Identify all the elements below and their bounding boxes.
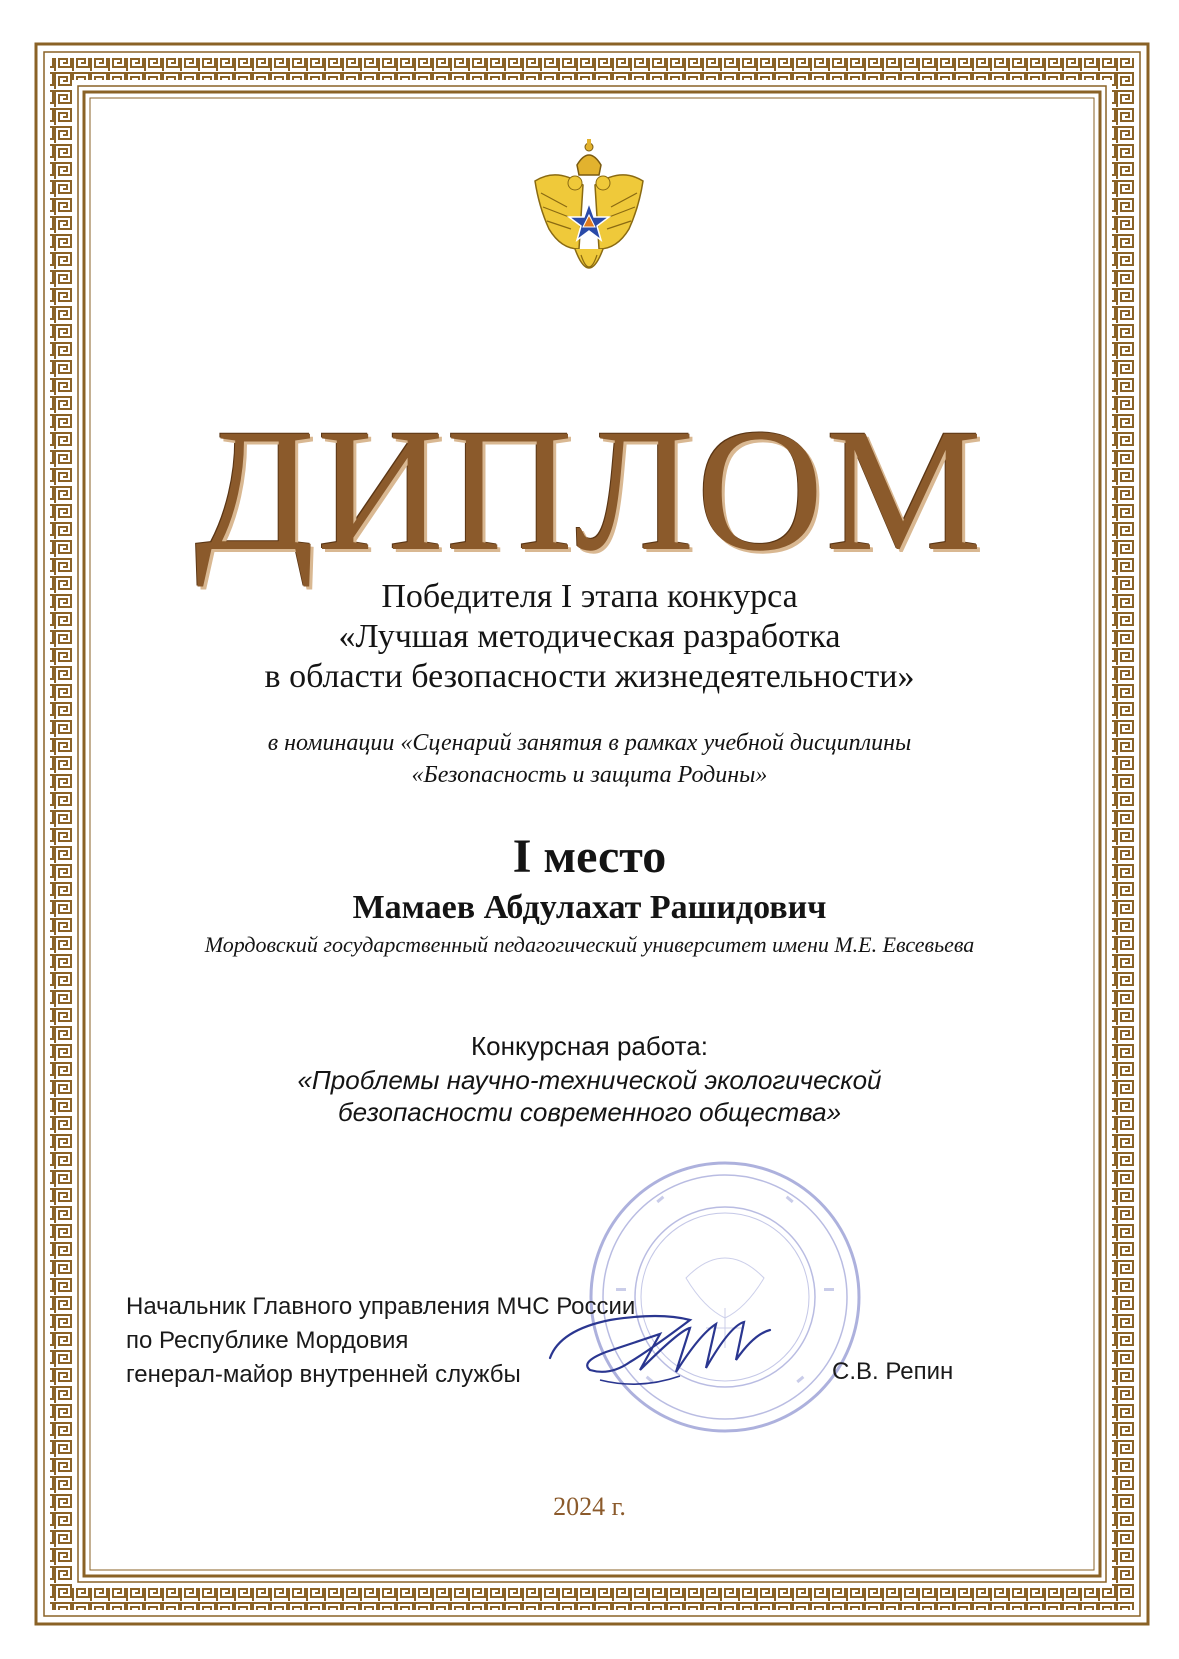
nomination-line-1: в номинации «Сценарий занятия в рамках учебной дисциплины [267, 730, 912, 756]
emchs-eagle-emblem-icon [527, 137, 651, 297]
signatory-block [126, 1290, 635, 1392]
diploma-title: ДИПЛОМ [194, 393, 985, 588]
work-title-line-1: «Проблемы научно-технической экологической [297, 1065, 882, 1095]
place-heading: I место [512, 830, 667, 883]
issue-year: 2024 г. [553, 1492, 626, 1521]
subtitle-line-1: Победителя I этапа конкурса [381, 578, 798, 615]
subtitle-line-3: в области безопасности жизнедеятельности» [264, 658, 915, 695]
signatory-line-1: Начальник Главного управления МЧС России [126, 1293, 636, 1320]
nomination-line-2: «Безопасность и защита Родины» [411, 762, 768, 788]
institution-name: Мордовский государственный педагогический университет имени М.Е. Евсевьева [204, 932, 975, 957]
work-label: Конкурсная работа: [471, 1031, 708, 1061]
work-title-line-2: безопасности современного общества» [337, 1097, 842, 1127]
signatory-line-3: генерал-майор внутренней службы [126, 1361, 521, 1388]
recipient-name: Мамаев Абдулахат Рашидович [352, 889, 827, 926]
signatory-line-2: по Республике Мордовия [126, 1327, 409, 1354]
signatory-name: С.В. Репин [832, 1358, 954, 1385]
subtitle-line-2: «Лучшая методическая разработка [338, 618, 841, 655]
